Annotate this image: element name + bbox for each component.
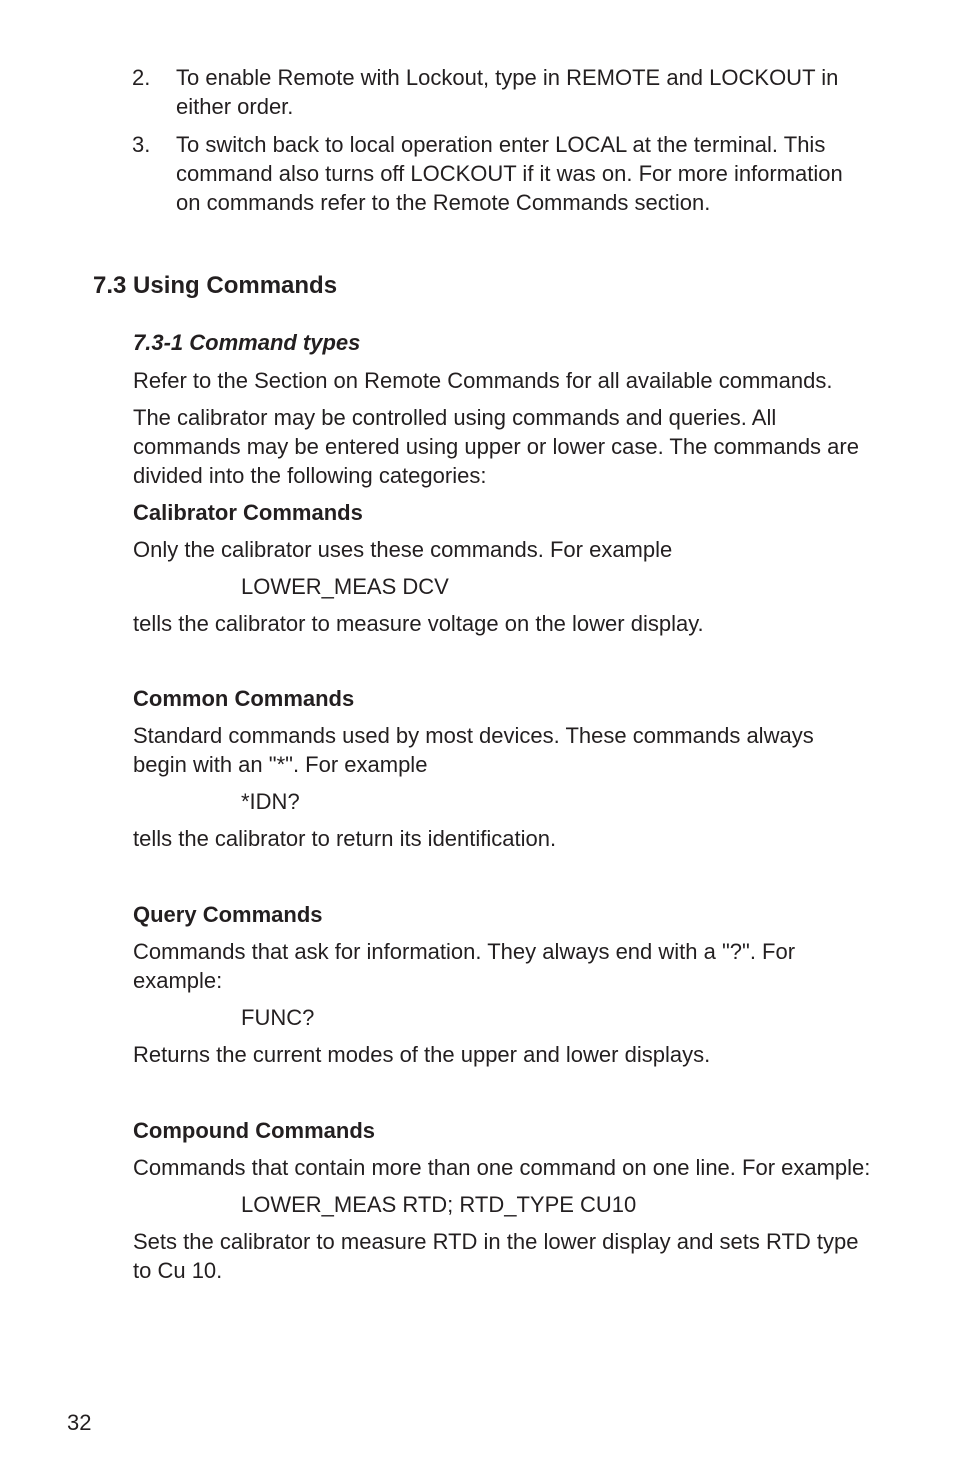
spacer <box>133 1077 873 1116</box>
list-item-text: To switch back to local operation enter LOCAL at the terminal. This command also turns off LOCKOUT if it was on. For more information on commands refer to the Remote Commands section. <box>176 132 843 215</box>
category-common-commands <box>133 684 873 853</box>
list-item-text: To enable Remote with Lockout, type in REMOTE and LOCKOUT in either order. <box>176 65 839 119</box>
intro-paragraph: Refer to the Section on Remote Commands for all available commands. <box>133 368 833 393</box>
category-query-commands <box>133 900 873 1069</box>
numbered-list <box>132 63 872 226</box>
category-heading: Common Commands <box>133 686 355 711</box>
command-example: LOWER_MEAS DCV <box>241 574 449 599</box>
list-item <box>132 63 872 121</box>
category-description: Commands that ask for information. They always end with a "?". For example: <box>133 939 796 993</box>
category-heading: Calibrator Commands <box>133 500 363 525</box>
section-content <box>133 328 873 1293</box>
list-item-number: 3. <box>132 132 151 157</box>
list-item <box>132 130 872 217</box>
category-explanation: Sets the calibrator to measure RTD in the lower display and sets RTD type to Cu 10. <box>133 1229 859 1283</box>
command-example: FUNC? <box>241 1005 315 1030</box>
list-item-number: 2. <box>132 65 151 90</box>
category-heading: Compound Commands <box>133 1118 375 1143</box>
command-example: *IDN? <box>241 789 300 814</box>
category-calibrator-commands <box>133 498 873 638</box>
subsection-heading: 7.3-1 Command types <box>133 330 361 355</box>
spacer <box>133 861 873 900</box>
page-number: 32 <box>67 1410 92 1435</box>
command-example: LOWER_MEAS RTD; RTD_TYPE CU10 <box>241 1192 637 1217</box>
intro-paragraph: The calibrator may be controlled using commands and queries. All commands may be entered using upper or lower case. The commands are divided into the following categories: <box>133 405 859 488</box>
spacer <box>133 646 873 684</box>
category-explanation: tells the calibrator to measure voltage on the lower display. <box>133 611 704 636</box>
category-explanation: tells the calibrator to return its identification. <box>133 826 557 851</box>
category-compound-commands <box>133 1116 873 1285</box>
category-description: Commands that contain more than one command on one line. For example: <box>133 1155 871 1180</box>
category-description: Only the calibrator uses these commands. For example <box>133 537 673 562</box>
category-explanation: Returns the current modes of the upper and lower displays. <box>133 1042 711 1067</box>
category-heading: Query Commands <box>133 902 323 927</box>
category-description: Standard commands used by most devices. These commands always begin with an "*". For example <box>133 723 814 777</box>
section-heading: 7.3 Using Commands <box>93 272 338 299</box>
